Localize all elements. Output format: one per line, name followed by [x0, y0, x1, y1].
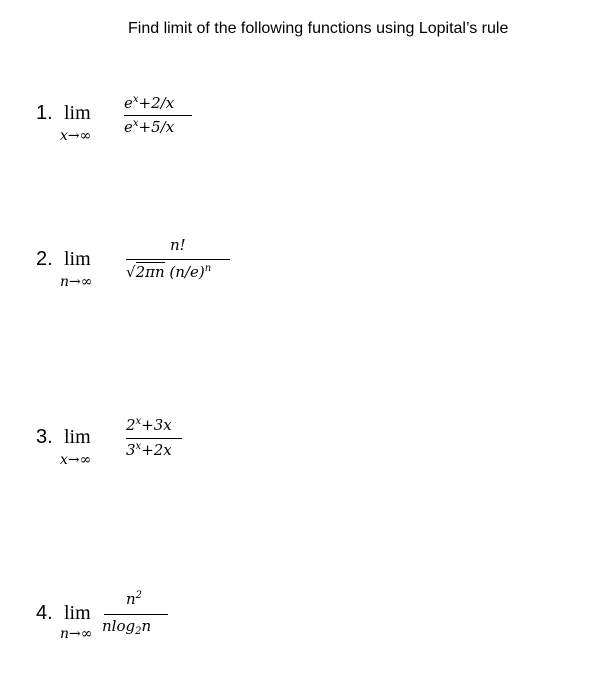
- limit-subscript: n→∞: [60, 274, 93, 290]
- problem-number: 4.: [36, 602, 53, 624]
- problem-4: [0, 586, 602, 666]
- fraction-denominator-rendered: $e^x+5/x$: [124, 118, 175, 136]
- fraction-numerator: n!: [170, 236, 186, 254]
- problem-number: 3.: [36, 426, 53, 448]
- limit-operator: lim: [64, 602, 91, 624]
- fraction-bar: [126, 259, 230, 260]
- problem-number: 2.: [36, 248, 53, 270]
- problem-1: [0, 88, 602, 168]
- limit-subscript: x→∞: [60, 452, 92, 468]
- fraction-numerator-rendered: $n^2$: [126, 590, 143, 608]
- limit-operator: lim: [64, 426, 91, 448]
- limit-operator: lim: [64, 102, 91, 124]
- page-title: Find limit of the following functions using Lopital’s rule: [128, 20, 509, 37]
- fraction-denominator-rendered: √2πn $(n/e)^n$: [126, 263, 212, 281]
- limit-subscript: x→∞: [60, 128, 92, 144]
- fraction-denominator-rendered: $3^x+2x$: [126, 441, 172, 459]
- problem-number: 1.: [36, 102, 53, 124]
- problem-2: [0, 232, 602, 312]
- limit-subscript: n→∞: [60, 626, 93, 642]
- fraction-numerator-rendered: $2^x+3x$: [126, 416, 172, 434]
- fraction-bar: [104, 614, 168, 615]
- limit-operator: lim: [64, 248, 91, 270]
- fraction-denominator-rendered: nlog$_2$n: [102, 617, 152, 637]
- fraction-numerator-rendered: $e^x+2/x$: [124, 94, 175, 112]
- fraction-bar: [126, 438, 182, 439]
- problem-3: [0, 410, 602, 490]
- fraction-bar: [124, 115, 192, 116]
